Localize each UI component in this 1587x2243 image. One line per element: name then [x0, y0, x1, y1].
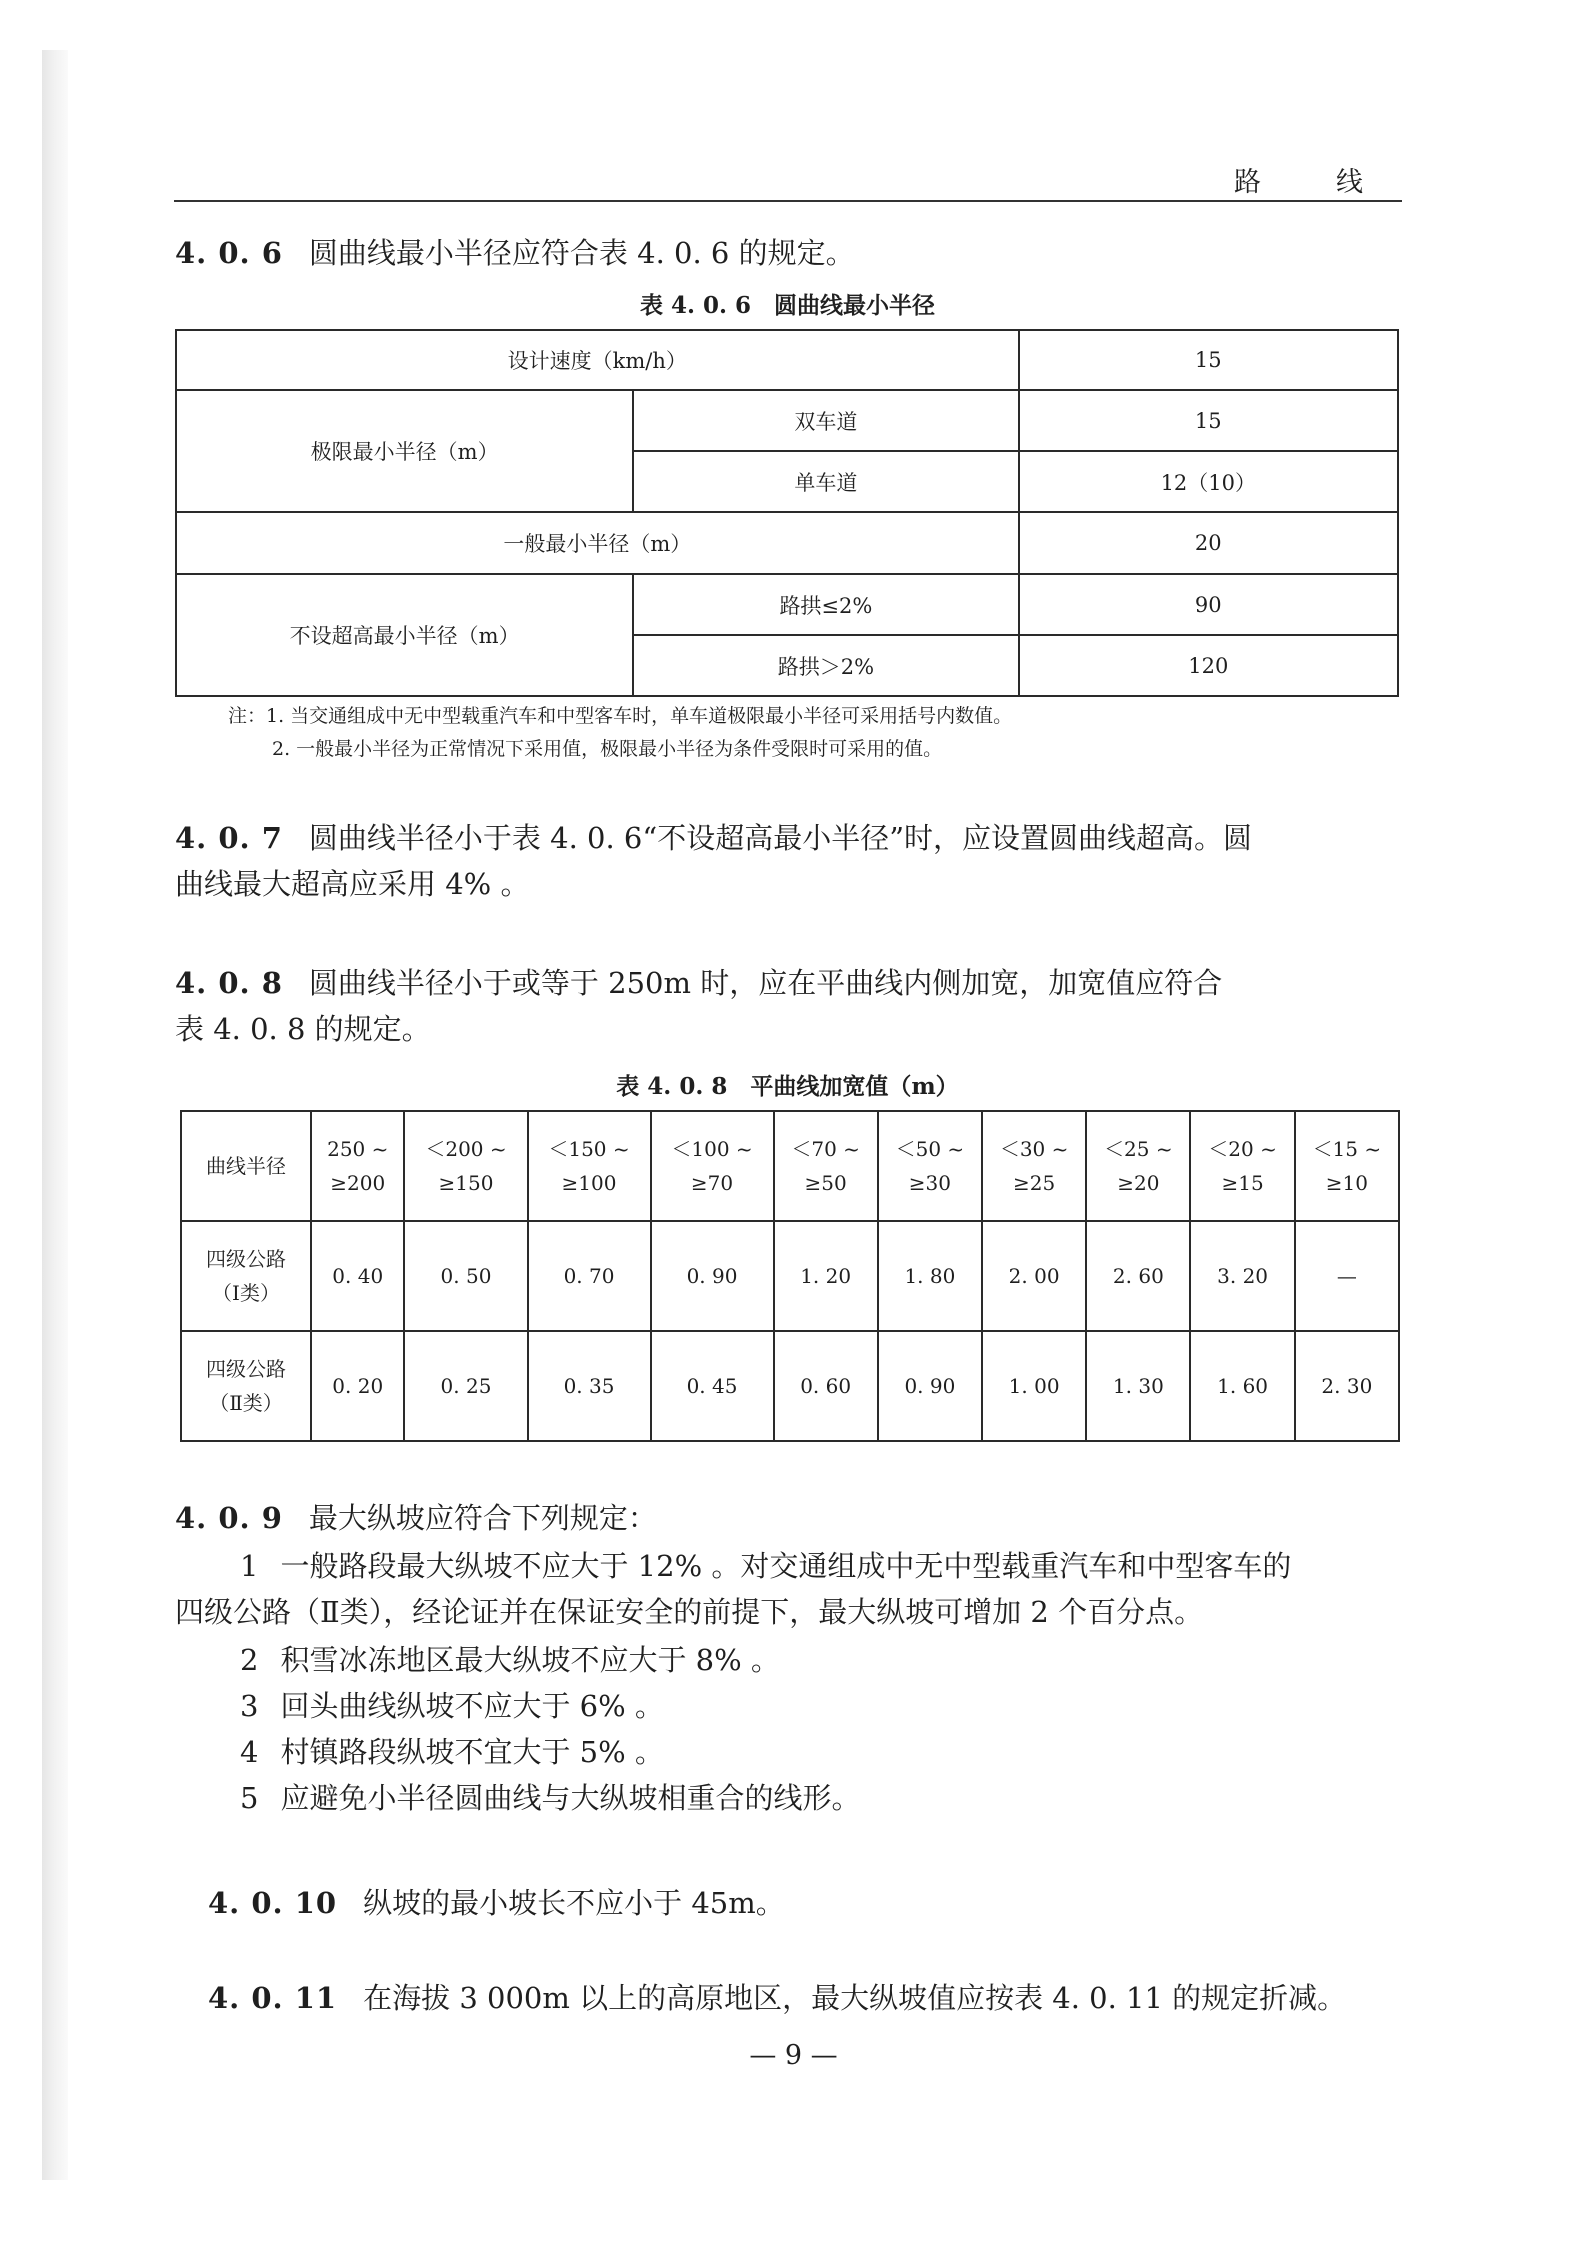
value-cell: 3. 20: [1190, 1221, 1294, 1331]
double-lane-value: 15: [1019, 390, 1398, 451]
clause-text-line2: 表 4. 0. 8 的规定。: [175, 1012, 431, 1046]
clause-text-line1: 圆曲线半径小于表 4. 0. 6“不设超高最小半径”时，应设置圆曲线超高。圆: [308, 821, 1253, 855]
value-cell: 1. 60: [1190, 1331, 1294, 1441]
clause-text-line2: 曲线最大超高应采用 4% 。: [175, 867, 530, 901]
value-cell: 0. 60: [774, 1331, 878, 1441]
crown-le-2-label: 路拱≤2%: [633, 574, 1018, 635]
running-header: 路 线: [1234, 167, 1387, 198]
single-lane-label: 单车道: [633, 451, 1018, 512]
list-item-2: 2 积雪冰冻地区最大纵坡不应大于 8% 。: [240, 1643, 780, 1677]
clause-number: 4. 0. 11: [208, 1981, 338, 2015]
table-4-0-8: [180, 1110, 1400, 1442]
value-cell: 0. 70: [528, 1221, 651, 1331]
range-cell: ＜25 ~ ≥20: [1086, 1111, 1190, 1221]
value-cell: 2. 30: [1295, 1331, 1399, 1441]
limit-min-radius-label: 极限最小半径（m）: [176, 390, 633, 512]
value-cell: 1. 20: [774, 1221, 878, 1331]
table-notes: [228, 700, 1012, 766]
crown-gt-2-value: 120: [1019, 635, 1398, 696]
table-4-0-6: [175, 329, 1399, 697]
no-superelevation-label: 不设超高最小半径（m）: [176, 574, 633, 696]
value-cell: 0. 90: [651, 1221, 774, 1331]
clause-number: 4. 0. 9: [175, 1501, 283, 1535]
clause-4-0-6: [175, 230, 1400, 276]
clause-number: 4. 0. 8: [175, 966, 283, 1000]
list-item-1: 1 一般路段最大纵坡不应大于 12% 。对交通组成中无中型载重汽车和中型客车的: [240, 1549, 1292, 1583]
value-cell: 0. 50: [404, 1221, 527, 1331]
range-cell: ＜70 ~ ≥50: [774, 1111, 878, 1221]
value-cell: 1. 00: [982, 1331, 1086, 1441]
range-cell: ＜30 ~ ≥25: [982, 1111, 1086, 1221]
clause-4-0-7: [175, 815, 1400, 907]
list-item-5: 5 应避免小半径圆曲线与大纵坡相重合的线形。: [240, 1781, 861, 1815]
range-cell: ＜50 ~ ≥30: [878, 1111, 982, 1221]
clause-text: 最大纵坡应符合下列规定：: [308, 1501, 657, 1535]
crown-gt-2-label: 路拱＞2%: [633, 635, 1018, 696]
value-cell: 0. 20: [311, 1331, 404, 1441]
clause-4-0-8: [175, 960, 1400, 1052]
row-label: 四级公路 （Ⅱ类）: [181, 1331, 311, 1441]
row-label: 四级公路 （Ⅰ类）: [181, 1221, 311, 1331]
clause-text: 在海拔 3 000m 以上的高原地区，最大纵坡值应按表 4. 0. 11 的规定折减。: [363, 1981, 1347, 2015]
clause-text: 圆曲线最小半径应符合表 4. 0. 6 的规定。: [308, 236, 855, 270]
range-cell: ＜20 ~ ≥15: [1190, 1111, 1294, 1221]
range-cell: ＜150 ~ ≥100: [528, 1111, 651, 1221]
general-min-radius-value: 20: [1019, 512, 1398, 574]
single-lane-value: 12（10）: [1019, 451, 1398, 512]
header-row: [181, 1111, 1399, 1221]
clause-4-0-11: [208, 1975, 1433, 2021]
crown-le-2-value: 90: [1019, 574, 1398, 635]
list-item-3: 3 回头曲线纵坡不应大于 6% 。: [240, 1689, 664, 1723]
range-cell: 250 ~ ≥200: [311, 1111, 404, 1221]
value-cell: 2. 00: [982, 1221, 1086, 1331]
clause-4-0-10: [208, 1880, 1433, 1926]
value-cell: 0. 25: [404, 1331, 527, 1441]
table-row-class-1: [181, 1221, 1399, 1331]
range-cell: ＜15 ~ ≥10: [1295, 1111, 1399, 1221]
range-cell: ＜200 ~ ≥150: [404, 1111, 527, 1221]
note-1: 注：1. 当交通组成中无中型载重汽车和中型客车时，单车道极限最小半径可采用括号内数值。: [228, 705, 1013, 727]
value-cell: 0. 45: [651, 1331, 774, 1441]
value-cell: —: [1295, 1221, 1399, 1331]
value-cell: 0. 90: [878, 1331, 982, 1441]
clause-text: 纵坡的最小坡长不应小于 45m。: [363, 1886, 785, 1920]
page-number: — 9 —: [749, 2040, 838, 2071]
double-lane-label: 双车道: [633, 390, 1018, 451]
value-cell: 0. 35: [528, 1331, 651, 1441]
design-speed-value: 15: [1019, 330, 1398, 390]
value-cell: 2. 60: [1086, 1221, 1190, 1331]
clause-4-0-9: [175, 1495, 1400, 1541]
curve-radius-header: 曲线半径: [181, 1111, 311, 1221]
header-rule: [174, 200, 1402, 202]
design-speed-label: 设计速度（km/h）: [176, 330, 1019, 390]
list-item-1-continuation: 四级公路（Ⅱ类），经论证并在保证安全的前提下，最大纵坡可增加 2 个百分点。: [175, 1595, 1204, 1629]
general-min-radius-label: 一般最小半径（m）: [176, 512, 1019, 574]
clause-number: 4. 0. 7: [175, 821, 283, 855]
range-cell: ＜100 ~ ≥70: [651, 1111, 774, 1221]
table-4-0-8-caption: 表 4. 0. 8 平曲线加宽值（m）: [616, 1073, 959, 1100]
clause-number: 4. 0. 10: [208, 1886, 338, 1920]
clause-number: 4. 0. 6: [175, 236, 283, 270]
value-cell: 1. 80: [878, 1221, 982, 1331]
note-2: 2. 一般最小半径为正常情况下采用值，极限最小半径为条件受限时可采用的值。: [272, 738, 943, 760]
value-cell: 0. 40: [311, 1221, 404, 1331]
table-row-class-2: [181, 1331, 1399, 1441]
list-item-4: 4 村镇路段纵坡不宜大于 5% 。: [240, 1735, 664, 1769]
value-cell: 1. 30: [1086, 1331, 1190, 1441]
scan-binding-edge: [42, 50, 68, 2180]
clause-text-line1: 圆曲线半径小于或等于 250m 时，应在平曲线内侧加宽，加宽值应符合: [308, 966, 1223, 1000]
table-4-0-6-caption: 表 4. 0. 6 圆曲线最小半径: [639, 292, 936, 319]
